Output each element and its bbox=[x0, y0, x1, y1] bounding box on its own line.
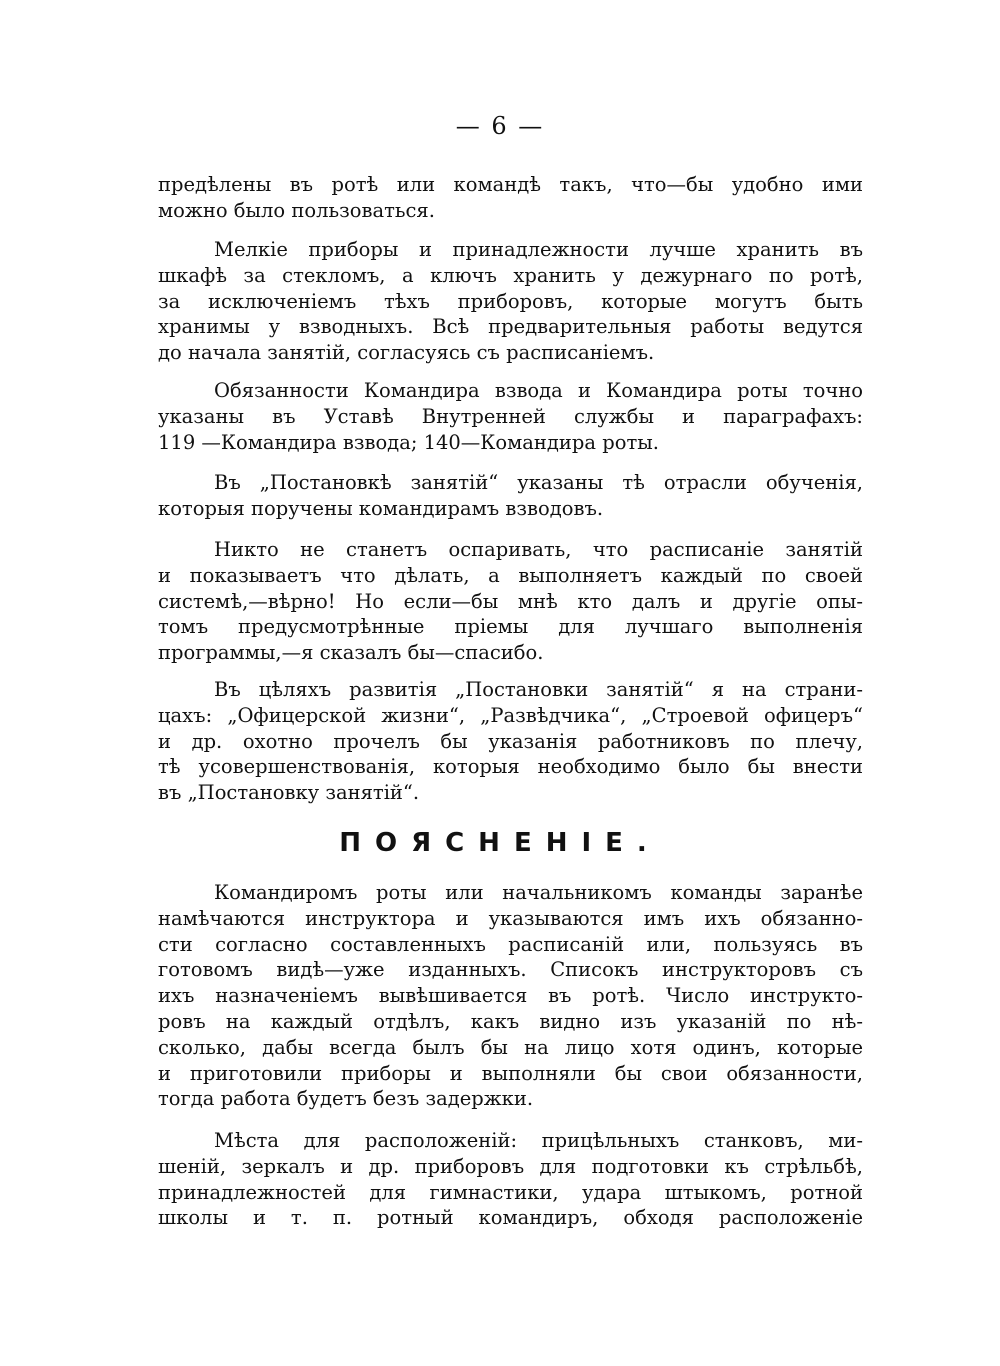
paragraph bbox=[158, 237, 863, 366]
text-line: до начала занятій, согласуясь съ расписаніемъ. bbox=[158, 341, 655, 365]
text-line: тѣ усовершенствованія, которыя необходимо было бы внести bbox=[158, 755, 863, 779]
paragraph bbox=[158, 378, 863, 455]
paragraph bbox=[158, 880, 863, 1112]
text-line: которыя поручены командирамъ взводовъ. bbox=[158, 496, 604, 520]
text-line: школы и т. п. ротный командиръ, обходя расположеніе bbox=[158, 1206, 863, 1230]
paragraph bbox=[158, 537, 863, 666]
paragraph bbox=[158, 1128, 863, 1231]
text-line: принадлежностей для гимнастики, удара штыкомъ, ротной bbox=[158, 1180, 863, 1204]
text-line: программы,—я сказалъ бы—спасибо. bbox=[158, 641, 544, 665]
text-line: Въ „Постановкѣ занятій“ указаны тѣ отрасли обученія, bbox=[214, 471, 863, 494]
text-line: Обязанности Командира взвода и Командира роты точно bbox=[214, 379, 863, 402]
text-line: намѣчаются инструктора и указываются имъ ихъ обязанно- bbox=[158, 906, 863, 930]
text-line: можно было пользоваться. bbox=[158, 198, 435, 222]
page-number: — 6 — bbox=[455, 112, 545, 140]
text-line: сколько, дабы всегда былъ бы на лицо хотя одинъ, которые bbox=[158, 1035, 863, 1059]
text-line: шкафѣ за стекломъ, а ключъ хранить у дежурнаго по ротѣ, bbox=[158, 263, 863, 287]
text-line: тогда работа будетъ безъ задержки. bbox=[158, 1087, 534, 1111]
text-line: за исключеніемъ тѣхъ приборовъ, которые могутъ быть bbox=[158, 289, 863, 313]
text-line: сти согласно составленныхъ расписаній или, пользуясь въ bbox=[158, 932, 863, 956]
text-line: Въ цѣляхъ развитія „Постановки занятій“ я на страни- bbox=[214, 678, 863, 701]
text-line: въ „Постановку занятій“. bbox=[158, 781, 420, 805]
text-line: 119 —Командира взвода; 140—Командира роты. bbox=[158, 430, 659, 454]
text-line: шеній, зеркалъ и др. приборовъ для подготовки къ стрѣльбѣ, bbox=[158, 1154, 863, 1178]
text-line: Мелкіе приборы и принадлежности лучше хранить въ bbox=[214, 238, 863, 261]
text-line: системѣ,—вѣрно! Но если—бы мнѣ кто далъ и другіе опы- bbox=[158, 589, 863, 613]
text-line: и показываетъ что дѣлать, а выполняетъ каждый по своей bbox=[158, 563, 863, 587]
text-line: Командиромъ роты или начальникомъ команды заранѣе bbox=[214, 881, 863, 904]
text-line: предѣлены въ ротѣ или командѣ такъ, что—бы удобно ими bbox=[158, 173, 863, 196]
text-line: готовомъ видѣ—уже изданныхъ. Списокъ инструкторовъ съ bbox=[158, 958, 863, 982]
text-line: Никто не станетъ оспаривать, что расписаніе занятій bbox=[214, 538, 863, 561]
text-line: томъ предусмотрѣнные пріемы для лучшаго выполненія bbox=[158, 615, 863, 639]
text-line: и др. охотно прочелъ бы указанія работниковъ по плечу, bbox=[158, 729, 863, 753]
paragraph bbox=[158, 470, 863, 522]
paragraph bbox=[158, 677, 863, 806]
text-line: ихъ назначеніемъ вывѣшивается въ ротѣ. Число инструкто- bbox=[158, 984, 863, 1008]
text-line: указаны въ Уставѣ Внутренней службы и параграфахъ: bbox=[158, 404, 863, 428]
text-line: цахъ: „Офицерской жизни“, „Развѣдчика“, „Строевой офицеръ“ bbox=[158, 703, 863, 727]
section-title: ПОЯСНЕНІЕ. bbox=[339, 828, 661, 858]
text-line: и приготовили приборы и выполняли бы свои обязанности, bbox=[158, 1061, 863, 1085]
paragraph bbox=[158, 172, 863, 224]
text-line: ровъ на каждый отдѣлъ, какъ видно изъ указаній по нѣ- bbox=[158, 1009, 863, 1033]
text-line: хранимы у взводныхъ. Всѣ предварительныя работы ведутся bbox=[158, 315, 863, 339]
text-line: Мѣста для расположеній: прицѣльныхъ станковъ, ми- bbox=[214, 1129, 863, 1152]
